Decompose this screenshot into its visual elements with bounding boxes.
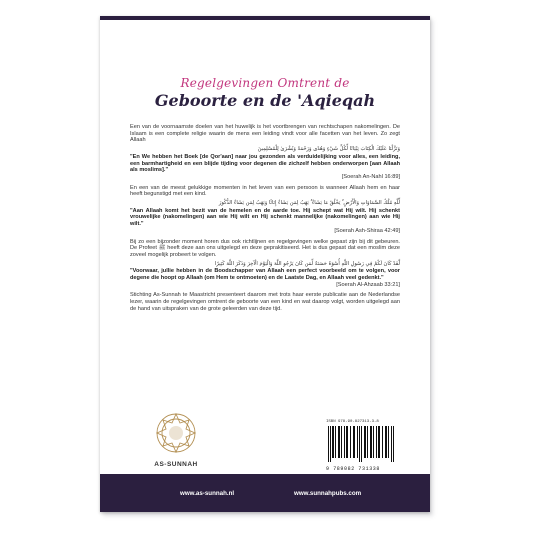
isbn-barcode <box>326 420 400 476</box>
quote-2: "Aan Allaah komt het bezit van de hemelen en de aarde toe. Hij schept wat Hij wilt. Hij schenkt vrouwelijke (nakomelingen) aan wie Hij wilt en Hij schenkt mannelijke (nakomelingen) aan wie Hij wilt." <box>130 207 400 228</box>
website-link-sunnahpubs[interactable]: www.sunnahpubs.com <box>294 490 362 497</box>
barcode-number: 9 789082 731338 <box>326 466 381 472</box>
arabic-verse-1: وَنَزَّلْنَا عَلَيْكَ الْكِتَابَ تِبْيَانًا لِّكُلِّ شَيْءٍ وَهُدًى وَرَحْمَةً وَبُشْرَىٰ لِلْمُسْلِمِينَ <box>257 146 400 153</box>
footer-band <box>100 474 430 512</box>
quote-1: "En We hebben het Boek [de Qor'aan] naar jou gezonden als verduidelijking voor alles, een leiding, een barmhartigheid en een blijde tijding voor degenen die zichzelf hebben onderworpen [aan Allaah als moslims]." <box>130 153 400 174</box>
paragraph-1: Een van de voornaamste doelen van het huwelijk is het voortbrengen van rechtschapen nakomelingen. De Islaam is een complete religie waarin de mens een leiding vindt voor alle facetten van het leven. Zo zegt Allaah <box>130 124 400 144</box>
publisher-name: AS-SUNNAH <box>154 461 198 468</box>
arabic-verse-2: لِّلَّهِ مُلْكُ السَّمَاوَاتِ وَالْأَرْضِ ۚ يَخْلُقُ مَا يَشَاءُ ۚ يَهَبُ لِمَن يَشَاءُ إِنَاثًا وَيَهَبُ لِمَن يَشَاءُ الذُّكُورَ <box>218 200 400 207</box>
reference-2: [Soerah Ash-Shiraa 42:49] <box>334 227 400 234</box>
website-link-as-sunnah[interactable]: www.as-sunnah.nl <box>180 490 235 497</box>
reference-3: [Soerah Al-Ahzaab 33:21] <box>336 281 400 288</box>
quote-3: "Voorwaar, jullie hebben in de Boodschapper van Allaah een perfect voorbeeld om te volgen, voor degene die hoopt op Allaah (om Hem te ontmoeten) en de Laatste Dag, en Allaah veel gedenkt." <box>130 268 400 282</box>
paragraph-4: Stichting As-Sunnah te Maastricht presenteert daarom met trots haar eerste publicatie aan de Nederlandse lezer, waarin de regelgevingen omtrent de geboorte van een kind en wat daarop volgt, worden uitgelegd aan de hand van uitspraken van de grote geleerden van deze tijd. <box>130 292 400 312</box>
title-line-1: Regelgevingen Omtrent de <box>180 76 350 90</box>
arabic-verse-3: لَّقَدْ كَانَ لَكُمْ فِي رَسُولِ اللَّهِ أُسْوَةٌ حَسَنَةٌ لِّمَن كَانَ يَرْجُو اللَّهَ وَالْيَوْمَ الْآخِرَ وَذَكَرَ اللَّهَ كَثِيرًا <box>214 260 400 267</box>
publisher-logo <box>130 411 222 471</box>
isbn-text: ISBN 978-90-827313-3-8 <box>326 420 379 424</box>
book-title <box>100 76 430 110</box>
top-edge <box>100 16 430 20</box>
title-line-2: Geboorte en de 'Aqieqah <box>154 91 376 110</box>
paragraph-3: Bij zo een bijzonder moment horen dus ook richtlijnen en regelgevingen welke gepast zijn bij dit gebeuren. De Profeet ﷺ heeft deze aan ons uitgelegd en deze geprakitiseerd. Het is dus gepast dat een moslim deze zoveel mogelijk probeert te volgen. <box>130 238 401 258</box>
book-back-cover <box>100 16 430 512</box>
barcode-bars-icon <box>326 426 396 462</box>
paragraph-2: En een van de meest gelukkige momenten in het leven van een persoon is wanneer Allaah hem en haar heeft begunstigd met een kind. <box>130 184 400 198</box>
reference-1: [Soerah An-Nahl 16:89] <box>341 173 400 180</box>
back-cover-text <box>130 124 400 315</box>
as-sunnah-emblem-icon <box>154 411 198 455</box>
